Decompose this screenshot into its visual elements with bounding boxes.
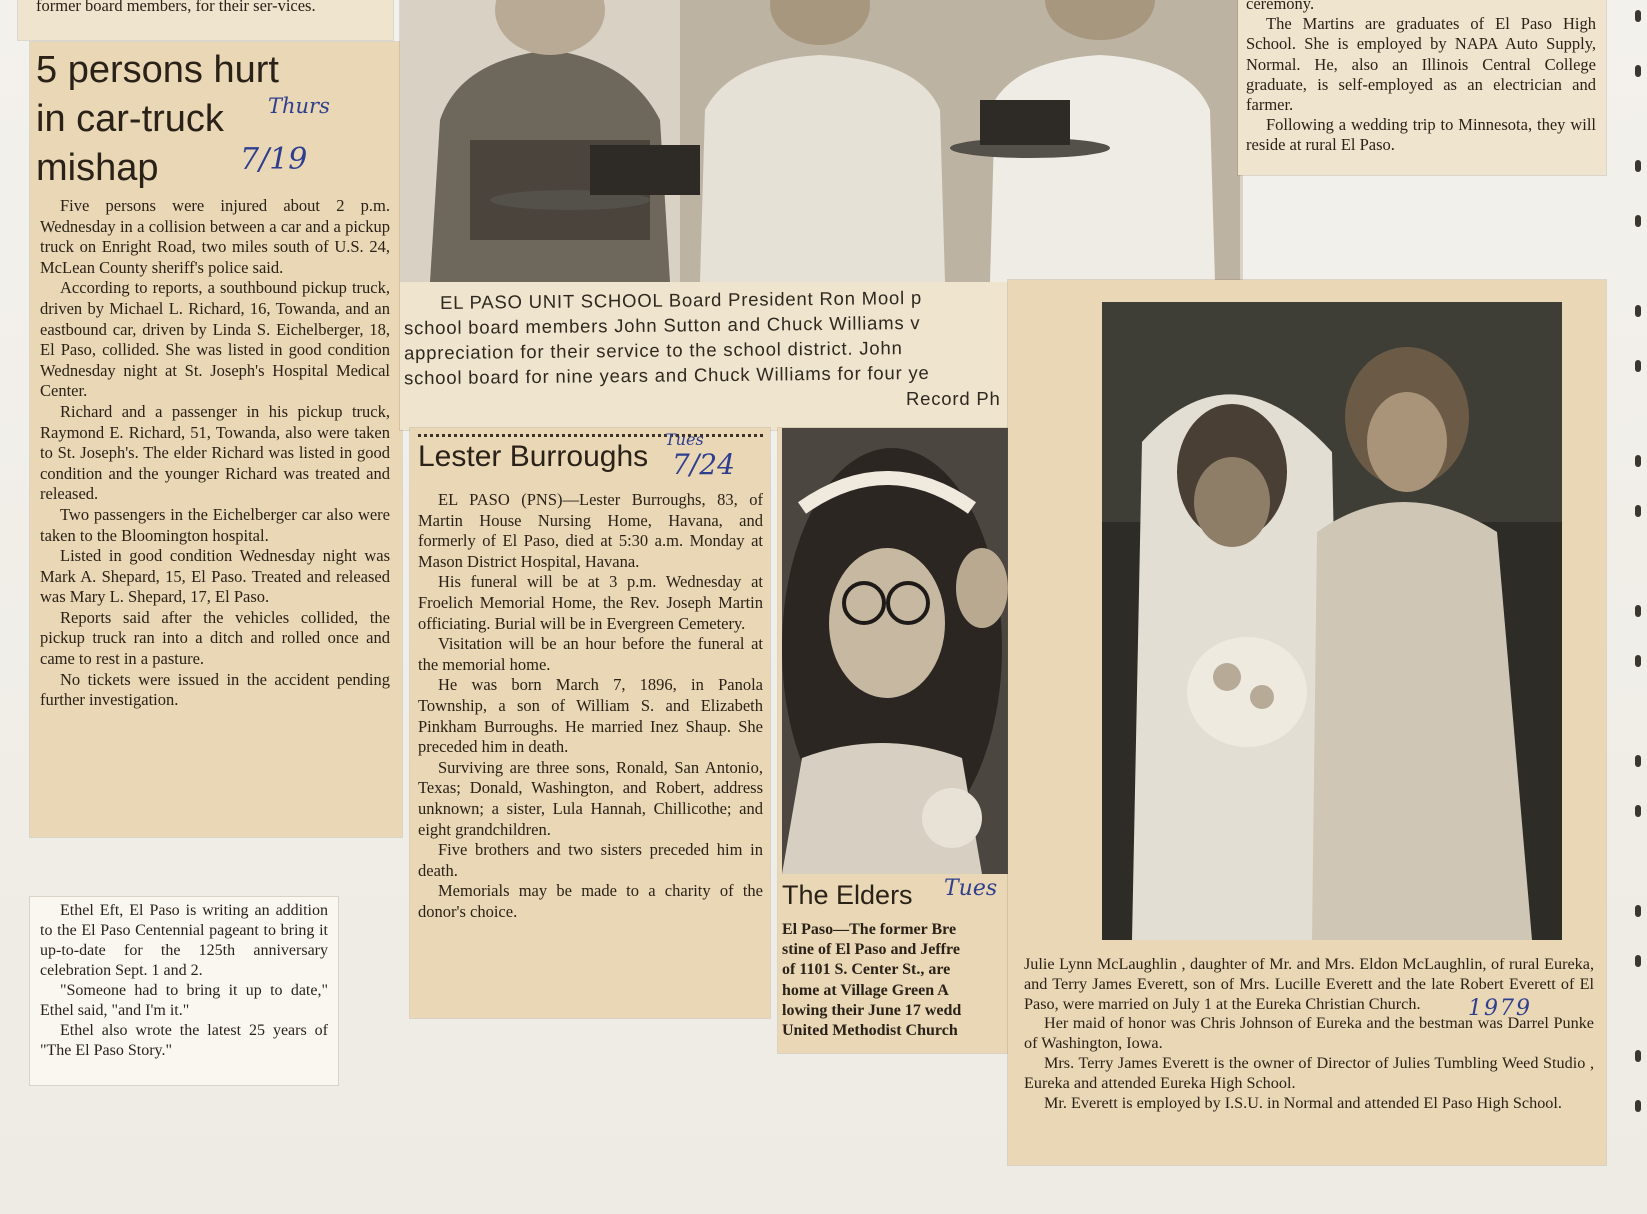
- paragraph: Surviving are three sons, Ronald, San Antonio, Texas; Donald, Washington, and Robert, address unknown; a sister, Lula Hannah, Chillicothe; and eight grandchildren.: [418, 757, 763, 839]
- elders-line: lowing their June 17 wedd: [782, 1001, 962, 1019]
- paragraph: Memorials may be made to a charity of the donor's choice.: [418, 881, 763, 921]
- binder-hole: [1635, 455, 1641, 467]
- binder-hole: [1635, 505, 1641, 517]
- martins-body: [1246, 0, 1596, 156]
- elders-photo-art: [782, 428, 1010, 874]
- paragraph: Her maid of honor was Chris Johnson of Eureka and the bestman was Darrel Punke of Washington, Iowa.: [1024, 1014, 1594, 1053]
- paragraph: "Someone had to bring it up to date," Ethel said, "and I'm it.": [40, 982, 328, 1019]
- caption-line: school board for nine years and Chuck Williams for four ye: [403, 361, 930, 389]
- clipping-car-truck-mishap: [30, 42, 402, 837]
- wedding-photo-art: [1102, 302, 1562, 940]
- handwritten-date-note: 7/19: [240, 142, 308, 177]
- clipping-wedding: [1008, 280, 1606, 1165]
- binder-hole: [1635, 1050, 1641, 1062]
- binder-hole: [1635, 10, 1641, 22]
- paragraph: Richard and a passenger in his pickup truck, Raymond E. Richard, 51, Towanda, also were taken to St. Joseph's. The elder Richard was listed in good condition and the younger Richard was treated and released.: [40, 401, 390, 504]
- paragraph: The Martins are graduates of El Paso High School. She is employed by NAPA Auto Supply, Normal. He, also an Illinois Central College graduate, is self-employed as an electrician and farmer.: [1246, 14, 1596, 115]
- paragraph: Five persons were injured about 2 p.m. Wednesday in a collision between a car and a pickup truck on Enright Road, two miles south of U.S. 24, McLean County sheriff's police said.: [40, 196, 390, 277]
- paragraph: No tickets were issued in the accident pending further investigation.: [40, 669, 390, 710]
- binder-hole: [1635, 1100, 1641, 1112]
- binder-hole: [1635, 305, 1641, 317]
- elders-line: stine of El Paso and Jeffre: [782, 941, 960, 959]
- paragraph: His funeral will be at 3 p.m. Wednesday at Froelich Memorial Home, the Rev. Joseph Martin officiating. Burial will be in Evergreen Cemetery.: [418, 572, 763, 633]
- school-board-photo: [400, 0, 1242, 282]
- paragraph: Ethel also wrote the latest 25 years of "The El Paso Story.": [40, 1022, 328, 1059]
- obituary-rule: [418, 428, 763, 437]
- handwritten-year-note: 1979: [1468, 996, 1532, 1021]
- binder-hole: [1635, 955, 1641, 967]
- elders-photo: [782, 428, 1010, 874]
- elders-line: United Methodist Church: [782, 1022, 958, 1040]
- paragraph: Listed in good condition Wednesday night was Mark A. Shepard, 15, El Paso. Treated and released was Mary L. Shepard, 17, El Paso.: [40, 546, 390, 607]
- binder-hole: [1635, 605, 1641, 617]
- clipping-board-fragment: [18, 0, 393, 40]
- binder-hole: [1635, 905, 1641, 917]
- paragraph: Mr. Everett is employed by I.S.U. in Normal and attended El Paso High School.: [1044, 1093, 1562, 1112]
- handwritten-day-note: Thurs: [268, 94, 330, 118]
- handwritten-date-note: 7/24: [672, 448, 735, 481]
- paragraph: Mrs. Terry James Everett is the owner of Director of Julies Tumbling Weed Studio , Eureka and attended Eureka High School.: [1024, 1053, 1594, 1092]
- paragraph: Julie Lynn McLaughlin , daughter of Mr. and Mrs. Eldon McLaughlin, of rural Eureka, and Terry James Everett, son of Mrs. Lucille Everett and the late Robert Everett of El Paso, were married on July 1 at the Eureka Christian Church.: [1024, 955, 1594, 1013]
- binder-hole: [1635, 360, 1641, 372]
- elders-line: El Paso—The former Bre: [782, 921, 957, 938]
- handwritten-day-note: Tues: [665, 430, 704, 449]
- binder-hole: [1635, 805, 1641, 817]
- binder-hole: [1635, 160, 1641, 172]
- paragraph: He was born March 7, 1896, in Panola Township, a son of William S. and Elizabeth Pinkham Burroughs. He married Inez Shaup. She preceded him in death.: [418, 675, 763, 757]
- elders-headline: The Elders: [782, 880, 913, 910]
- wedding-body: [1024, 955, 1594, 1113]
- clipping-ethel-eft: [30, 897, 338, 1085]
- caption-line: appreciation for their service to the school district. John: [403, 337, 903, 364]
- caption-line: EL PASO UNIT SCHOOL Board President Ron Mool p: [439, 286, 923, 313]
- paragraph: Two passengers in the Eichelberger car also were taken to the Bloomington hospital.: [40, 504, 390, 545]
- binder-hole: [1635, 65, 1641, 77]
- clipping-martins: [1238, 0, 1606, 175]
- paragraph: Visitation will be an hour before the funeral at the memorial home.: [418, 634, 763, 674]
- elders-line: home at Village Green A: [782, 981, 949, 999]
- paragraph: According to reports, a southbound pickup truck, driven by Michael L. Richard, 16, Towanda, and an eastbound car, driven by Linda S. Eichelberger, 18, El Paso, collided. She was listed in good condition Wednesday night at St. Joseph's Hospital Medical Center.: [40, 278, 390, 401]
- handwritten-day-note: Tues: [944, 876, 998, 901]
- paragraph: Five brothers and two sisters preceded him in death.: [418, 840, 763, 880]
- paragraph: Ethel Eft, El Paso is writing an addition to the El Paso Centennial pageant to bring it up-to-date for the 125th anniversary celebration Sept. 1 and 2.: [40, 902, 328, 979]
- caption-line: Record Ph: [906, 388, 1001, 409]
- wedding-photo: [1102, 302, 1562, 940]
- headline-line-1: 5 persons hurt: [36, 49, 279, 91]
- binder-hole: [1635, 755, 1641, 767]
- article-body: [40, 196, 390, 711]
- binder-holes: [1627, 0, 1647, 1214]
- obituary-body: [418, 490, 763, 922]
- binder-hole: [1635, 215, 1641, 227]
- obituary-headline: Lester Burroughs: [418, 440, 649, 473]
- paragraph: EL PASO (PNS)—Lester Burroughs, 83, of Martin House Nursing Home, Havana, and formerly of El Paso, died at 5:30 a.m. Monday at Mason District Hospital, Havana.: [418, 490, 763, 571]
- elders-body: [782, 920, 1010, 1041]
- fragment-text: former board members, for their ser-vices.: [36, 0, 316, 15]
- clipping-the-elders: [778, 428, 1010, 1053]
- caption-line: school board members John Sutton and Chuck Williams v: [403, 311, 921, 339]
- paragraph: ceremony.: [1246, 0, 1315, 13]
- ethel-body: [40, 901, 328, 1061]
- headline-line-3: mishap: [36, 147, 159, 189]
- paragraph: Following a wedding trip to Minnesota, they will reside at rural El Paso.: [1246, 115, 1596, 155]
- paragraph: Reports said after the vehicles collided, the pickup truck ran into a ditch and rolled once and came to rest in a pasture.: [40, 607, 390, 669]
- binder-hole: [1635, 655, 1641, 667]
- clipping-lester-burroughs: [410, 428, 770, 1018]
- elders-line: of 1101 S. Center St., are: [782, 961, 951, 979]
- headline-line-2: in car-truck: [36, 98, 224, 140]
- school-board-photo-art: [400, 0, 1242, 282]
